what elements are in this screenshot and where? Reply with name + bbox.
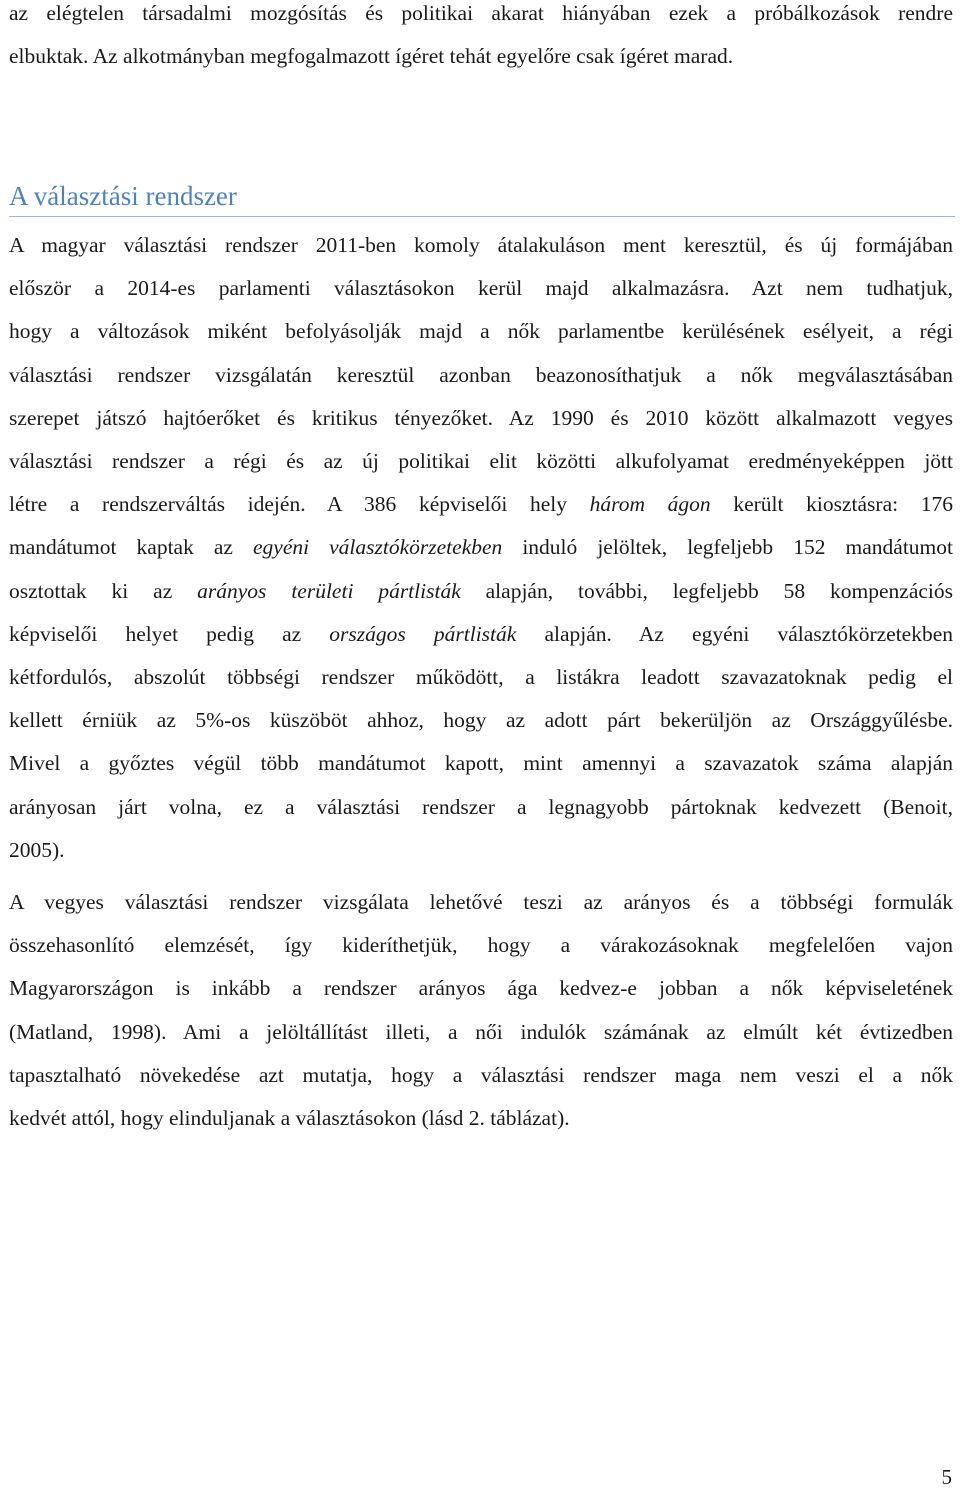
text-line: (Matland, 1998). Ami a jelöltállítást illeti, a női indulók számának az elmúlt két évtizedben <box>9 1019 953 1044</box>
text-line: kedvét attól, hogy elinduljanak a választásokon (lásd 2. táblázat). <box>9 1106 570 1131</box>
text-line: először a 2014-es parlamenti választásokon kerül majd alkalmazásra. Azt nem tudhatjuk, <box>9 276 953 301</box>
text-line: A vegyes választási rendszer vizsgálata lehetővé teszi az arányos és a többségi formulák <box>9 890 953 914</box>
text-line: A magyar választási rendszer 2011-ben komoly átalakuláson ment keresztül, és új formájában <box>9 233 953 257</box>
text-line: arányosan járt volna, ez a választási rendszer a legnagyobb pártoknak kedvezett (Benoit, <box>9 794 953 819</box>
text-line <box>9 483 953 526</box>
text-line: kellett érniük az 5%-os küszöböt ahhoz, hogy az adott párt bekerüljön az Országgyűlésbe. <box>9 708 953 733</box>
text-line: tapasztalható növekedése azt mutatja, hogy a választási rendszer maga nem veszi el a nők <box>9 1062 953 1087</box>
text-run: induló jelöltek, legfeljebb 152 mandátumot <box>502 535 953 560</box>
text-line: elbuktak. Az alkotmányban megfogalmazott ígéret tehát egyelőre csak ígéret marad. <box>9 44 734 68</box>
body-paragraph-electoral-system <box>9 224 953 872</box>
text-run: létre a rendszerváltás idején. A 386 képviselői hely <box>9 492 590 517</box>
heading-underline <box>9 216 955 217</box>
text-line: választási rendszer a régi és az új politikai elit közötti alkufolyamat eredményeképpen jött <box>9 449 953 474</box>
text-run: mandátumot kaptak az <box>9 535 253 560</box>
text-line <box>9 570 953 613</box>
text-run: alapján, további, legfeljebb 58 kompenzációs <box>460 578 953 603</box>
text-line: az elégtelen társadalmi mozgósítás és politikai akarat hiányában ezek a próbálkozások rendre <box>9 1 953 25</box>
text-line: szerepet játszó hajtóerőket és kritikus tényezőket. Az 1990 és 2010 között alkalmazott vegyes <box>9 405 953 430</box>
text-line: kétfordulós, abszolút többségi rendszer működött, a listákra leadott szavazatoknak pedig el <box>9 665 953 690</box>
text-run: osztottak ki az <box>9 578 198 603</box>
italic-term: arányos területi pártlisták <box>197 578 461 603</box>
page-number: 5 <box>941 1465 952 1489</box>
text-line: hogy a változások miként befolyásolják majd a nők parlamentbe kerülésének esélyeit, a régi <box>9 319 953 344</box>
text-line: Mivel a győztes végül több mandátumot kapott, mint amennyi a szavazatok száma alapján <box>9 751 953 776</box>
text-line <box>9 526 953 569</box>
text-line: választási rendszer vizsgálatán keresztül azonban beazonosíthatjuk a nők megválasztásában <box>9 362 953 387</box>
intro-paragraph <box>9 0 953 78</box>
italic-term: országos pártlisták <box>329 621 517 646</box>
body-paragraph-mixed-system <box>9 881 953 1140</box>
text-run: alapján. Az egyéni választókörzetekben <box>516 621 954 646</box>
text-run: képviselői helyet pedig az <box>9 621 330 646</box>
text-line: 2005). <box>9 837 65 862</box>
text-line: összehasonlító elemzését, így kideríthetjük, hogy a várakozásoknak megfelelően vajon <box>9 933 953 958</box>
text-line <box>9 613 953 656</box>
italic-term: három ágon <box>589 492 711 517</box>
text-line: Magyarországon is inkább a rendszer arányos ága kedvez-e jobban a nők képviseletének <box>9 976 953 1001</box>
italic-term: egyéni választókörzetekben <box>253 535 503 560</box>
text-run: került kiosztásra: 176 <box>710 492 954 517</box>
section-heading: A választási rendszer <box>9 181 237 211</box>
